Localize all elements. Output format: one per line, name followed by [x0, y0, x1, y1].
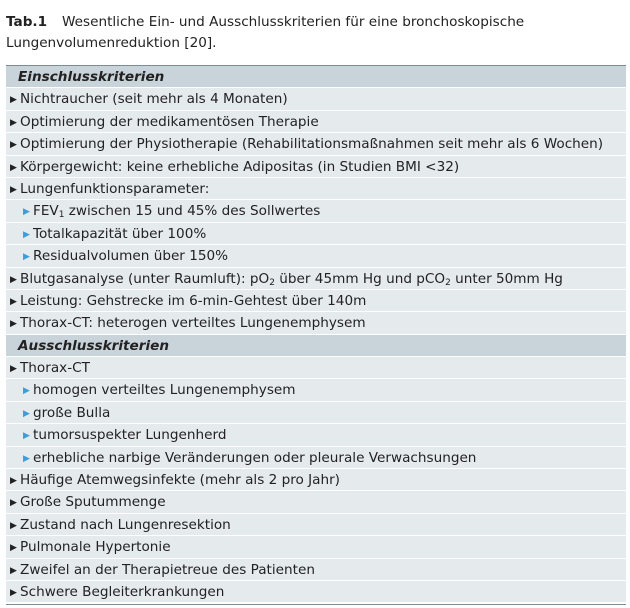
criteria-item — [6, 514, 626, 536]
table-bottom-rule — [6, 604, 626, 605]
criteria-table — [6, 66, 626, 603]
section-heading-einschluss: Einschlusskriterien — [6, 66, 626, 88]
criteria-subitem — [6, 245, 626, 267]
bullet-triangle-icon: ▶ — [10, 140, 17, 151]
bullet-triangle-icon: ▶ — [10, 274, 17, 285]
criteria-item — [6, 581, 626, 603]
bullet-triangle-icon: ▶ — [10, 117, 17, 128]
table-label: Tab.1 — [6, 14, 48, 30]
criteria-item — [6, 111, 626, 133]
sub-bullet-triangle-icon: ▶ — [23, 453, 30, 464]
bullet-triangle-icon: ▶ — [10, 296, 17, 307]
item-text: Zustand nach Lungenresektion — [20, 516, 231, 533]
criteria-item — [6, 469, 626, 491]
bullet-triangle-icon: ▶ — [10, 587, 17, 598]
sub-bullet-triangle-icon: ▶ — [23, 408, 30, 419]
criteria-item — [6, 559, 626, 581]
item-text: Residualvolumen über 150% — [33, 248, 229, 265]
item-text: Totalkapazität über 100% — [33, 225, 207, 242]
subscript: 2 — [269, 277, 275, 288]
criteria-subitem — [6, 424, 626, 446]
criteria-item — [6, 290, 626, 312]
criteria-subitem — [6, 379, 626, 401]
item-text: tumorsuspekter Lungenherd — [33, 427, 227, 444]
table-caption-text: Wesentliche Ein- und Ausschlusskriterien für eine bronchoskopische Lungenvolumenreduktion [20]. — [6, 14, 525, 51]
sub-bullet-triangle-icon: ▶ — [23, 207, 30, 218]
sub-bullet-triangle-icon: ▶ — [23, 386, 30, 397]
item-text: Körpergewicht: keine erhebliche Adipositas (in Studien BMI <32) — [20, 158, 460, 175]
criteria-item — [6, 178, 626, 200]
criteria-item — [6, 133, 626, 155]
criteria-item — [6, 491, 626, 513]
criteria-item — [6, 88, 626, 110]
bullet-triangle-icon: ▶ — [10, 319, 17, 330]
item-text: Häufige Atemwegsinfekte (mehr als 2 pro Jahr) — [20, 472, 340, 489]
bullet-triangle-icon: ▶ — [10, 364, 17, 375]
bullet-triangle-icon: ▶ — [10, 498, 17, 509]
item-text: homogen verteiltes Lungenemphysem — [33, 382, 296, 399]
item-text: Optimierung der Physiotherapie (Rehabilitationsmaßnahmen seit mehr als 6 Wochen) — [20, 136, 604, 153]
criteria-item — [6, 268, 626, 290]
criteria-item — [6, 312, 626, 334]
bullet-triangle-icon: ▶ — [10, 543, 17, 554]
item-text: Thorax-CT — [20, 360, 90, 377]
item-text: Pulmonale Hypertonie — [20, 539, 171, 556]
criteria-subitem — [6, 200, 626, 222]
item-text: große Bulla — [33, 404, 111, 421]
item-text: Schwere Begleiterkrankungen — [20, 583, 225, 600]
criteria-subitem — [6, 223, 626, 245]
sub-bullet-triangle-icon: ▶ — [23, 229, 30, 240]
item-text: über 45mm Hg und pCO — [274, 270, 446, 287]
section-heading-ausschluss: Ausschlusskriterien — [6, 335, 626, 357]
criteria-subitem — [6, 402, 626, 424]
item-text: Leistung: Gehstrecke im 6-min-Gehtest über 140m — [20, 292, 367, 309]
bullet-triangle-icon: ▶ — [10, 95, 17, 106]
criteria-subitem — [6, 447, 626, 469]
item-text: erhebliche narbige Veränderungen oder pleurale Verwachsungen — [33, 449, 477, 466]
bullet-triangle-icon: ▶ — [10, 162, 17, 173]
criteria-item — [6, 536, 626, 558]
item-text: Nichtraucher (seit mehr als 4 Monaten) — [20, 91, 288, 108]
criteria-item — [6, 357, 626, 379]
bullet-triangle-icon: ▶ — [10, 520, 17, 531]
table-caption — [6, 12, 626, 54]
criteria-item — [6, 156, 626, 178]
bullet-triangle-icon: ▶ — [10, 476, 17, 487]
sub-bullet-triangle-icon: ▶ — [23, 252, 30, 263]
item-text: unter 50mm Hg — [450, 270, 563, 287]
bullet-triangle-icon: ▶ — [10, 184, 17, 195]
sub-bullet-triangle-icon: ▶ — [23, 431, 30, 442]
bullet-triangle-icon: ▶ — [10, 565, 17, 576]
item-text: Optimierung der medikamentösen Therapie — [20, 113, 319, 130]
item-text: FEV — [33, 203, 59, 220]
subscript: 2 — [445, 277, 451, 288]
item-text: Lungenfunktionsparameter: — [20, 180, 210, 197]
subscript: 1 — [58, 210, 65, 221]
item-text: Zweifel an der Therapietreue des Patienten — [20, 561, 315, 578]
item-text: zwischen 15 und 45% des Sollwertes — [64, 203, 321, 220]
item-text: Thorax-CT: heterogen verteiltes Lungenemphysem — [20, 315, 366, 332]
item-text: Große Sputummenge — [20, 494, 166, 511]
item-text: Blutgasanalyse (unter Raumluft): pO — [20, 270, 270, 287]
